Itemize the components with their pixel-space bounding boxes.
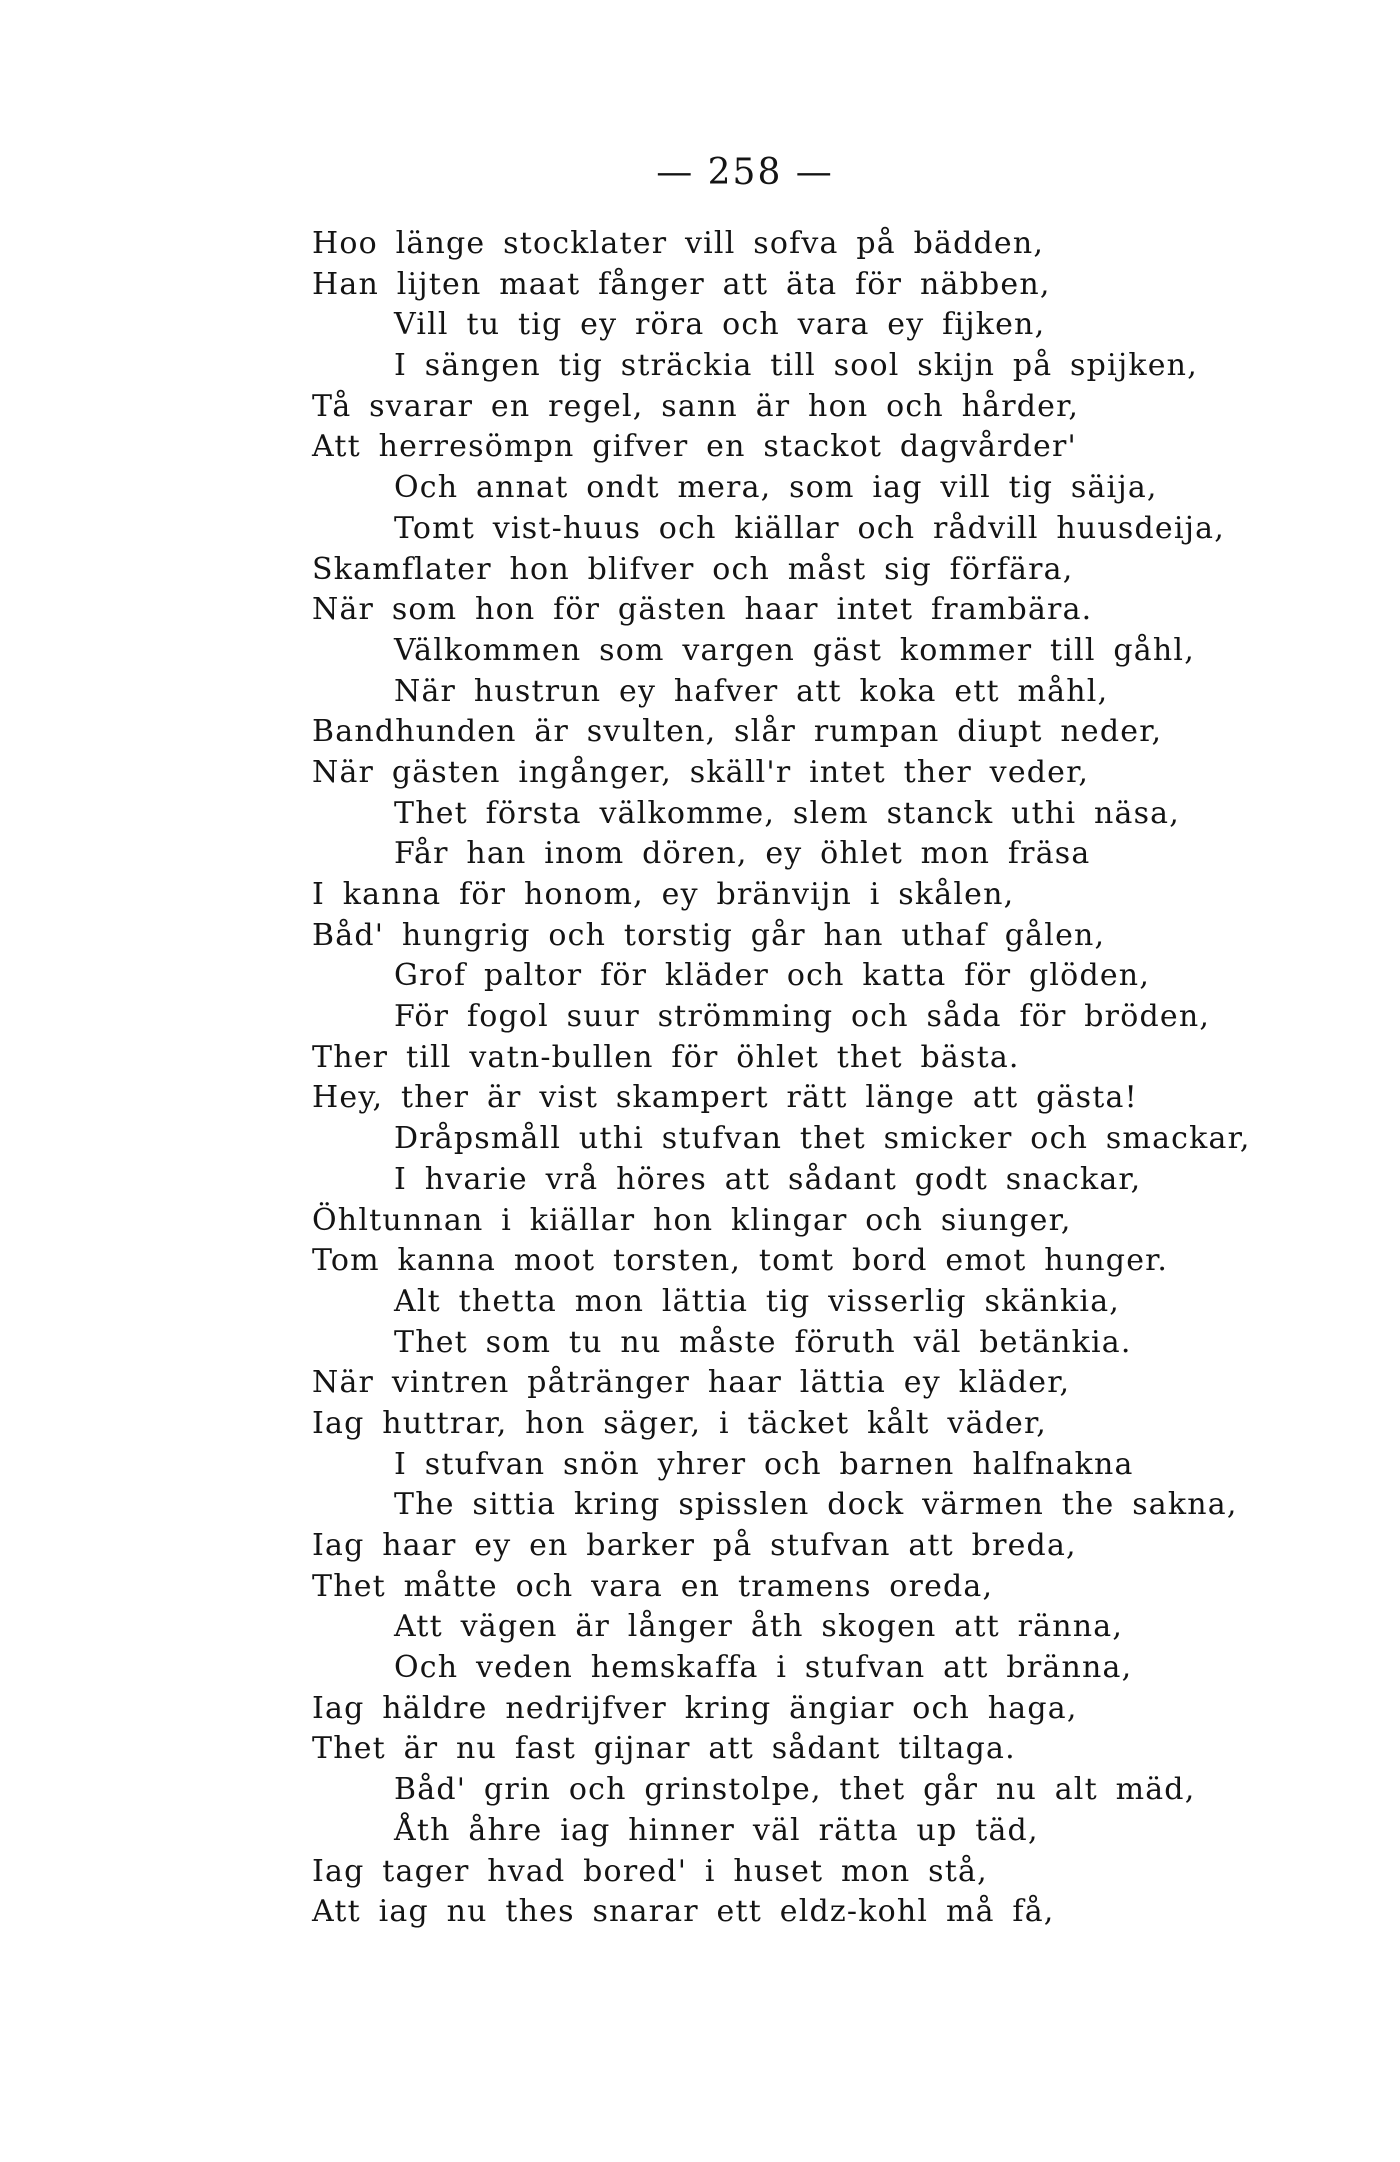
- poem-line: När som hon för gästen haar intet frambära.: [312, 592, 1093, 628]
- poem-line: Dråpsmåll uthi stufvan thet smicker och smackar,: [394, 1121, 1251, 1157]
- poem-line: Tomt vist-huus och kiällar och rådvill huusdeija,: [394, 510, 1225, 546]
- poem-line: Får han inom dören, ey öhlet mon fräsa: [394, 836, 1091, 872]
- poem-line: I stufvan snön yhrer och barnen halfnakna: [394, 1446, 1134, 1482]
- poem-line: Bandhunden är svulten, slår rumpan diupt neder,: [312, 714, 1163, 750]
- poem-line: Thet är nu fast gijnar att sådant tiltaga.: [312, 1731, 1016, 1767]
- poem-line: Vill tu tig ey röra och vara ey fijken,: [394, 307, 1046, 343]
- poem-line: Iag tager hvad bored' i huset mon stå,: [312, 1853, 988, 1889]
- poem-line: I sängen tig sträckia till sool skijn på spijken,: [394, 348, 1198, 384]
- poem-line: Hoo länge stocklater vill sofva på bädden,: [312, 226, 1045, 261]
- poem-line: Iag häldre nedrijfver kring ängiar och haga,: [312, 1690, 1078, 1726]
- poem-text: [0, 224, 1400, 1933]
- poem-line: Åth åhre iag hinner väl rätta up täd,: [394, 1812, 1039, 1848]
- poem-line: Ther till vatn-bullen för öhlet thet bästa.: [312, 1039, 1020, 1075]
- poem-line: I hvarie vrå höres att sådant godt snackar,: [394, 1161, 1142, 1197]
- poem-line: Tå svarar en regel, sann är hon och hårder,: [312, 388, 1080, 424]
- poem-line: Öhltunnan i kiällar hon klingar och siunger,: [312, 1202, 1072, 1238]
- poem-line: Thet första välkomme, slem stanck uthi näsa,: [394, 795, 1181, 831]
- poem-line: Och veden hemskaffa i stufvan att bränna,: [394, 1650, 1133, 1686]
- poem-line: När vintren påtränger haar lättia ey kläder,: [312, 1365, 1071, 1401]
- poem-line: Iag huttrar, hon säger, i täcket kålt väder,: [312, 1405, 1047, 1441]
- poem-line: I kanna för honom, ey bränvijn i skålen,: [312, 877, 1015, 912]
- poem-line: Hey, ther är vist skampert rätt länge att gästa!: [312, 1080, 1138, 1116]
- poem-line: Båd' hungrig och torstig går han uthaf gålen,: [312, 917, 1106, 953]
- poem-line: Att iag nu thes snarar ett eldz-kohl må få,: [312, 1894, 1055, 1930]
- poem-line: Båd' grin och grinstolpe, thet går nu alt mäd,: [394, 1772, 1196, 1808]
- page-number: — 258 —: [656, 152, 834, 193]
- poem-line: Skamflater hon blifver och måst sig förfära,: [312, 551, 1074, 587]
- poem-line: För fogol suur strömming och såda för bröden,: [394, 999, 1211, 1035]
- poem-line: Thet som tu nu måste föruth väl betänkia.: [394, 1324, 1132, 1360]
- poem-line: När gästen ingånger, skäll'r intet ther veder,: [312, 754, 1090, 790]
- poem-line: Han lijten maat fånger att äta för näbben,: [312, 266, 1051, 302]
- poem-line: När hustrun ey hafver att koka ett måhl,: [394, 673, 1109, 709]
- poem-line: Att herresömpn gifver en stackot dagvårder': [312, 429, 1077, 465]
- poem-line: Tom kanna moot torsten, tomt bord emot hunger.: [312, 1243, 1169, 1279]
- poem-line: Att vägen är långer åth skogen att ränna,: [394, 1609, 1124, 1645]
- poem-line: The sittia kring spisslen dock värmen the sakna,: [394, 1487, 1238, 1523]
- poem-line: Välkommen som vargen gäst kommer till gåhl,: [394, 632, 1195, 668]
- poem-line: Grof paltor för kläder och katta för glöden,: [394, 958, 1151, 994]
- poem-line: Thet måtte och vara en tramens oreda,: [312, 1568, 994, 1604]
- poem-line: Och annat ondt mera, som iag vill tig säija,: [394, 470, 1158, 506]
- poem-line: Alt thetta mon lättia tig visserlig skänkia,: [394, 1283, 1121, 1319]
- poem-line: Iag haar ey en barker på stufvan att breda,: [312, 1528, 1077, 1563]
